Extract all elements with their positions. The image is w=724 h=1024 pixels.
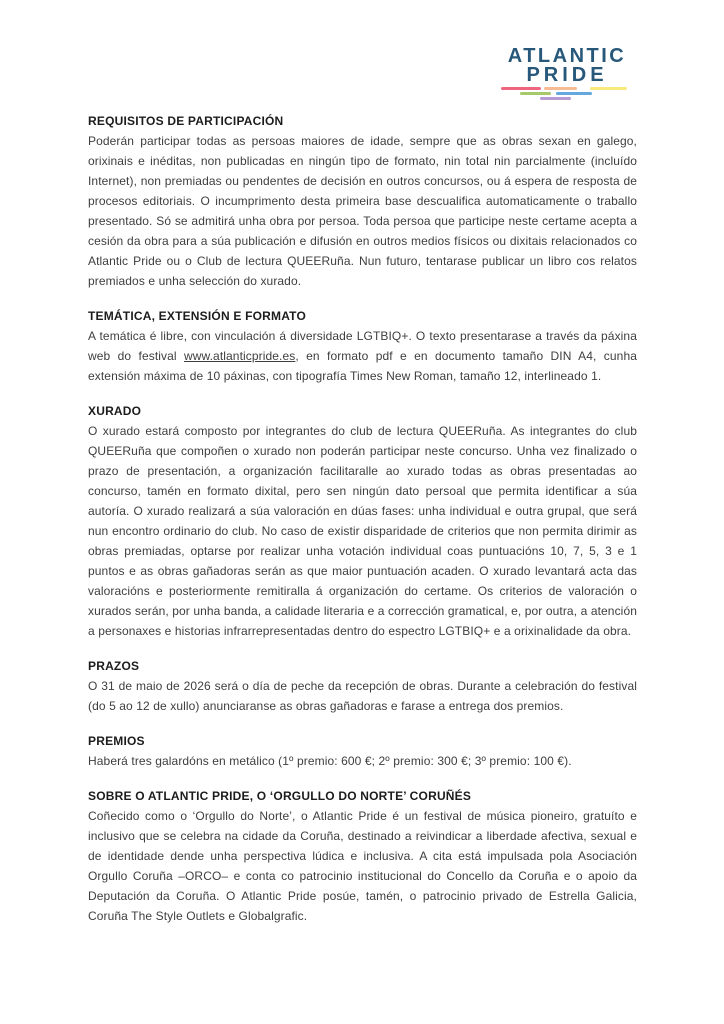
section-requisitos: [88, 111, 637, 291]
section-body: Coñecido como o ‘Orgullo do Norte’, o Atlantic Pride é un festival de música pioneiro, gratuíto e inclusivo que se celebra na cidade da Coruña, destinado a reivindicar a liberdade afectiva, sexual e de identidade dende unha perspectiva lúdica e inclusiva. A cita está impulsada pola Asociación Orgullo Coruña –ORCO– e conta co patrocinio institucional do Concello da Coruña e o apoio da Deputación da Coruña. O Atlantic Pride posúe, tamén, o patrocinio privado de Estrella Galicia, Coruña The Style Outlets e Globalgrafic.: [88, 809, 637, 923]
logo-title-atlantic: ATLANTIC: [507, 45, 627, 67]
section-sobre-atlantic-pride: [88, 786, 637, 926]
section-prazos: [88, 656, 637, 716]
section-heading: PRAZOS: [88, 659, 140, 673]
stripe-peach: [544, 87, 577, 90]
section-heading: XURADO: [88, 404, 142, 418]
section-body-text: , en formato pdf e en documento tamaño DIN A4, cunha extensión máxima de 10 páxinas, con tipografía Times New Roman, tamaño 12, interlineado 1.: [88, 349, 637, 383]
section-body: [88, 326, 637, 386]
logo-title-pride: PRIDE: [526, 64, 608, 86]
section-xurado: [88, 401, 637, 641]
section-body: O xurado estará composto por integrantes do club de lectura QUEERuña. As integrantes do club QUEERuña que compoñen o xurado non poderán participar neste concurso. Unha vez finalizado o prazo de presentación, a organización facilitaralle ao xurado todas as obras presentadas ao concurso, tamén en formato dixital, pero sen ningún dato persoal que permita identificar a súa autoría. O xurado realizará a súa valoración en dúas fases: unha individual e outra grupal, que será nun encontro ordinario do club. No caso de existir disparidade de criterios que non permita dirimir as obras premiadas, optarse por realizar unha votación individual coas puntuacións 10, 7, 5, 3 e 1 puntos e as obras gañadoras serán as que maior puntuación acaden. O xurado levantará acta das valoracións e posteriormente remitiralla á organización do certame. Os criterios de valoración o xurados serán, por unha banda, a calidade literaria e a corrección gramatical, e, por outra, a atención a personaxes e historias infrarrepresentadas dentro do espectro LGTBIQ+ e a orixinalidade da obra.: [88, 424, 637, 638]
section-body: O 31 de maio de 2026 será o día de peche da recepción de obras. Durante a celebración do festival (do 5 ao 12 de xullo) anunciaranse as obras gañadoras e farase a entrega dos premios.: [88, 679, 637, 713]
section-heading: SOBRE O ATLANTIC PRIDE, O ‘ORGULLO DO NORTE’ CORUÑÉS: [88, 789, 472, 803]
document-content: [88, 111, 637, 926]
atlanticpride-link[interactable]: www.atlanticpride.es: [183, 349, 296, 363]
section-body: Poderán participar todas as persoas maiores de idade, sempre que as obras sexan en galego, orixinais e inéditas, non publicadas en ningún tipo de formato, nin total nin parcialmente (incluído Internet), non premiadas ou pendentes de decisión en outros concursos, ou á espera de resposta de procesos editoriais. O incumprimento desta primeira base descualifica automaticamente o traballo presentado. Só se admitirá unha obra por persoa. Toda persoa que participe neste certame acepta a cesión da obra para a súa publicación e difusión en outros medios físicos ou dixitais relacionados co Atlantic Pride ou o Club de lectura QUEERuña. Nun futuro, tentarase publicar un libro cos relatos premiados e unha selección do xurado.: [88, 134, 637, 288]
section-body-text: A temática é libre, con vinculación á diversidade LGTBIQ+. O texto presentarase a través da páxina web do festival: [88, 329, 637, 363]
section-heading: TEMÁTICA, EXTENSIÓN E FORMATO: [88, 309, 307, 323]
section-premios: [88, 731, 637, 771]
section-tematica: [88, 306, 637, 386]
section-body: Haberá tres galardóns en metálico (1º premio: 600 €; 2º premio: 300 €; 3º premio: 100 €).: [88, 754, 572, 768]
logo-rainbow-stripes: [497, 87, 637, 101]
stripe-pink: [501, 87, 541, 90]
section-heading: REQUISITOS DE PARTICIPACIÓN: [88, 114, 284, 128]
stripe-purple: [540, 97, 571, 100]
stripe-green: [520, 92, 551, 95]
stripe-yellow: [590, 87, 627, 90]
section-heading: PREMIOS: [88, 734, 145, 748]
stripe-blue: [556, 92, 592, 95]
atlantic-pride-logo: [497, 46, 637, 101]
